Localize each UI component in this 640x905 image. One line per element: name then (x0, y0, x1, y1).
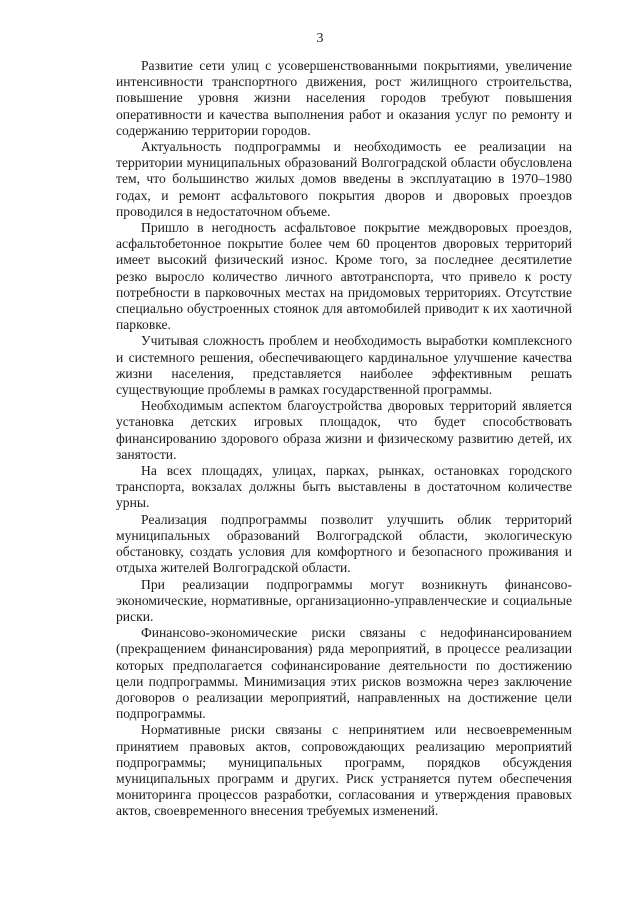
paragraph-complex-solution: Учитывая сложность проблем и необходимость выработки комплексного и системного решения, обеспечивающего кардинальное улучшение качества жизни населения, представляется наиболее эффективным решать существующие проблемы в рамках государственной программы. (116, 333, 572, 398)
paragraph-normative-risks: Нормативные риски связаны с непринятием или несвоевременным принятием правовых актов, сопровождающих реализацию мероприятий подпрограммы; муниципальных программ, порядков обсуждения муниципальных программ и других. Риск устраняется путем обеспечения мониторинга процессов разработки, согласования и утверждения правовых актов, своевременного внесения требуемых изменений. (116, 722, 572, 819)
paragraph-urns: На всех площадях, улицах, парках, рынках, остановках городского транспорта, вокзалах должны быть выставлены в достаточном количестве урны. (116, 463, 572, 511)
paragraph-playgrounds: Необходимым аспектом благоустройства дворовых территорий является установка детских игровых площадок, что будет способствовать финансированию здорового образа жизни и физическому развитию детей, их занятости. (116, 398, 572, 462)
paragraph-relevance: Актуальность подпрограммы и необходимость ее реализации на территории муниципальных образований Волгоградской области обусловлена тем, что большинство жилых домов введены в эксплуатацию в 1970–1980 годах, и ремонт асфальтового покрытия дворов и дворовых проездов проводился в недостаточном объеме. (116, 139, 572, 219)
page-number: 3 (316, 31, 324, 46)
paragraph-financial-risks: Финансово-экономические риски связаны с недофинансированием (прекращением финансирования) ряда мероприятий, в процессе реализации которых предполагается софинансирование деятельности по достижению цели подпрограммы. Минимизация этих рисков возможна через заключение договоров о реализации мероприятий, направленных на достижение цели подпрограммы. (116, 625, 572, 722)
paragraph-asphalt-wear: Пришло в негодность асфальтовое покрытие междворовых проездов, асфальтобетонное покрытие более чем 60 процентов дворовых территорий имеет высокий физический износ. Кроме того, за последнее десятилетие резко выросло количество личного автотранспорта, что привело к росту потребности в парковочных местах на придомовых территориях. Отсутствие специально обустроенных стоянок для автомобилей приводит к их хаотичной парковке. (116, 220, 572, 333)
document-body (116, 58, 572, 820)
paragraph-risks-intro: При реализации подпрограммы могут возникнуть финансово-экономические, нормативные, организационно-управленческие и социальные риски. (116, 576, 572, 624)
paragraph-street-network: Развитие сети улиц с усовершенствованными покрытиями, увеличение интенсивности транспортного движения, рост жилищного строительства, повышение уровня жизни населения городов требуют повышения оперативности и качества выполнения работ и оказания услуг по ремонту и содержанию территории городов. (116, 58, 572, 138)
paragraph-implementation: Реализация подпрограммы позволит улучшить облик территорий муниципальных образований Волгоградской области, экологическую обстановку, создать условия для комфортного и безопасного проживания и отдыха жителей Волгоградской области. (116, 511, 572, 576)
